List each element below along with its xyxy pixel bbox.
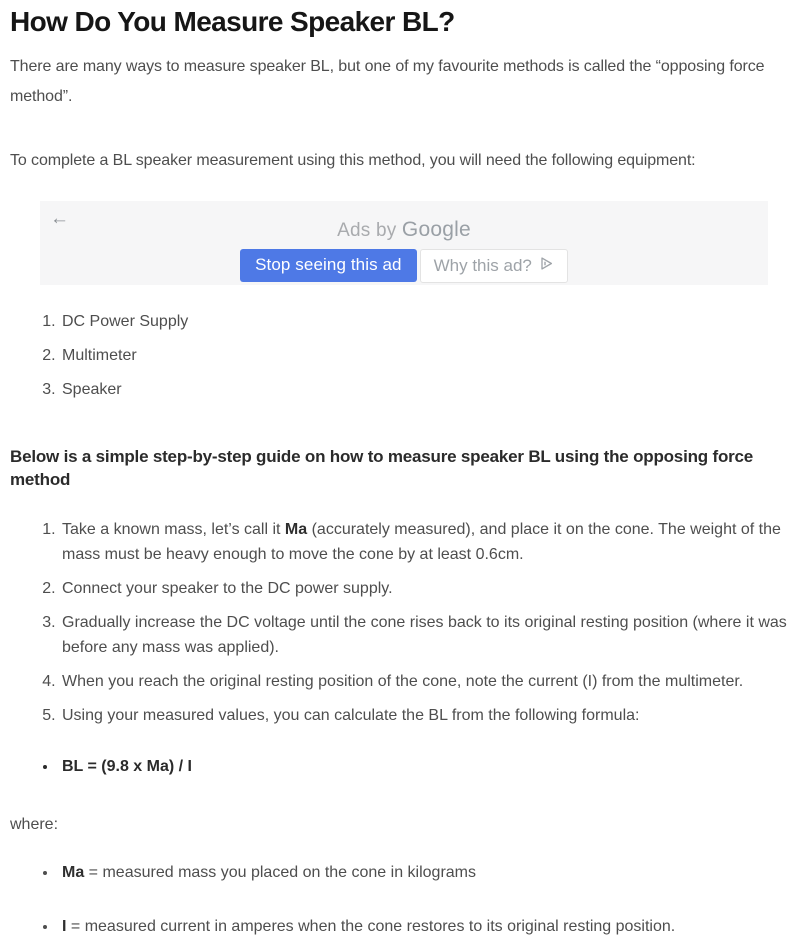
where-label: where: xyxy=(10,816,59,833)
definition-term: I xyxy=(62,918,67,935)
definition-text: = measured mass you placed on the cone in kilograms xyxy=(84,864,476,881)
definition-item xyxy=(58,916,788,938)
definition-item xyxy=(58,862,788,884)
step-bold-term: Ma xyxy=(284,521,308,538)
step-text: When you reach the original resting position of the cone, note the current (I) from the multimeter. xyxy=(62,673,744,690)
definition-text: = measured current in amperes when the cone restores to its original resting position. xyxy=(66,918,676,935)
formula-text: • BL = (9.8 x Ma) / I xyxy=(58,756,788,778)
intro-paragraph-2: To complete a BL speaker measurement using this method, you will need the following equipment: xyxy=(10,152,696,169)
step-text: Take a known mass, let’s call it xyxy=(62,521,285,538)
equipment-list xyxy=(10,311,788,401)
google-logo-text: Google xyxy=(401,218,471,241)
list-item: 3. Speaker xyxy=(60,379,788,401)
steps-list xyxy=(10,517,788,728)
ad-action-buttons xyxy=(40,249,768,283)
step-text: Using your measured values, you can calculate the BL from the following formula: xyxy=(62,707,640,724)
step-item xyxy=(60,610,788,660)
step-text: (accurately measured), and place it on the cone. The weight of the mass must be heavy enough to move the cone by at least 0.6cm. xyxy=(62,521,781,563)
guide-heading: Below is a simple step-by-step guide on how to measure speaker BL using the opposing force method xyxy=(10,447,754,489)
ads-by-google-label[interactable] xyxy=(40,201,768,242)
why-this-ad-button[interactable] xyxy=(420,249,568,283)
definitions-list xyxy=(10,862,788,938)
definition-term: Ma xyxy=(62,864,85,881)
formula-list xyxy=(10,756,788,778)
adchoices-icon xyxy=(539,256,554,276)
list-item: 1. DC Power Supply xyxy=(60,311,788,333)
intro-paragraph-1: There are many ways to measure speaker BL, but one of my favourite methods is called the “opposing force method”. xyxy=(10,58,765,105)
step-item xyxy=(60,669,788,694)
step-text: Connect your speaker to the DC power supply. xyxy=(62,580,393,597)
step-item xyxy=(60,517,788,567)
stop-seeing-this-ad-button[interactable]: Stop seeing this ad xyxy=(240,249,417,282)
back-arrow-icon[interactable]: ← xyxy=(50,208,69,229)
step-item xyxy=(60,576,788,601)
step-item xyxy=(60,703,788,728)
page-title: How Do You Measure Speaker BL? xyxy=(10,6,455,37)
step-text: Gradually increase the DC voltage until the cone rises back to its original resting position (where it was before any mass was applied). xyxy=(62,614,787,656)
list-item: 2. Multimeter xyxy=(60,345,788,367)
google-ad-unit xyxy=(40,201,768,285)
ads-by-text: Ads by xyxy=(337,220,402,241)
why-this-ad-label: Why this ad? xyxy=(433,255,532,275)
